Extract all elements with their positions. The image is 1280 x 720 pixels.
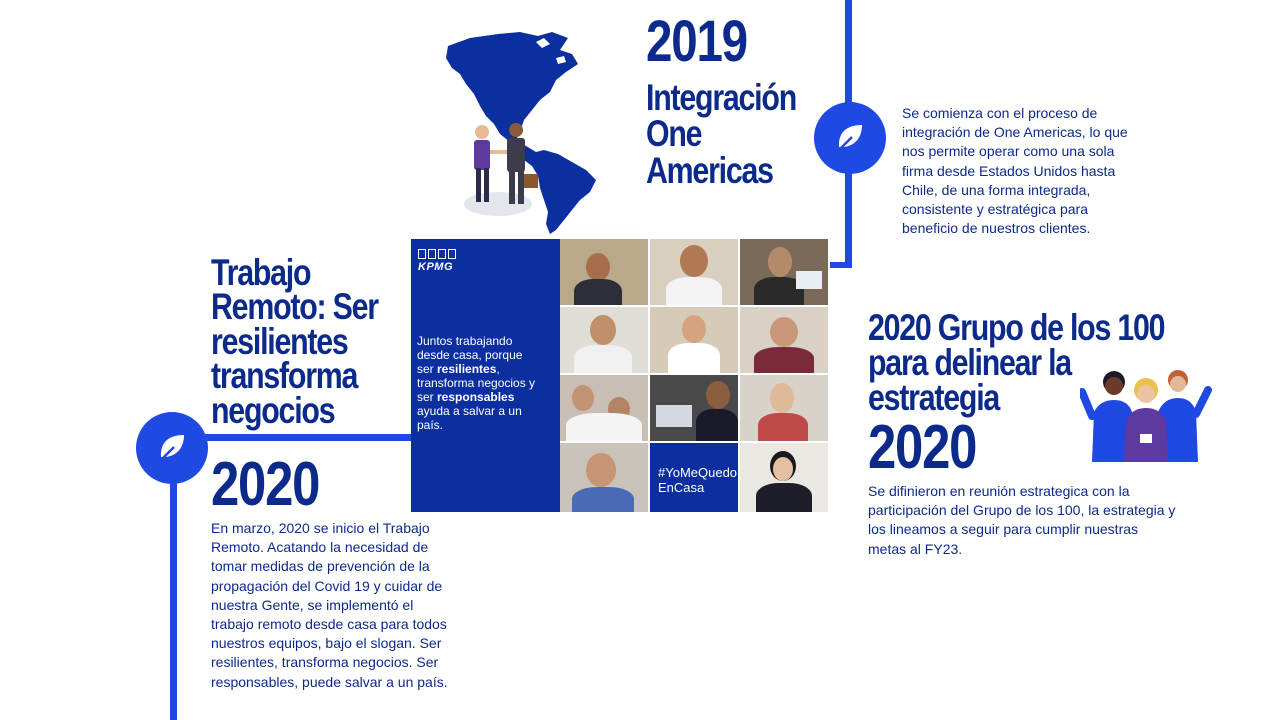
participant-tile [560,375,648,441]
hashtag-tile [650,443,738,512]
text-line: propagación del Covid 19 y cuidar de [211,577,443,594]
text-line: trabajo remoto desde casa para todos [211,616,447,633]
text-line: resilientes, transforma negocios. Ser [211,654,439,671]
participant-tile [650,239,738,305]
text-line: nuestra Gente, se implementó el [211,596,414,613]
title-line: resilientes [211,320,348,362]
video-call-photo-panel [411,239,830,512]
text-line: responsables, puede salvar a un país. [211,673,448,690]
kpmg-logo-text: KPMG [418,261,453,273]
participant-tile [560,443,648,512]
video-caption [417,334,537,432]
hashtag-line: EnCasa [658,480,705,495]
year-2019-heading: 2019 [646,9,747,74]
text-line: Chile, de una forma integrada, [902,181,1091,198]
title-line: para delinear la [868,342,1071,384]
video-call-grid [560,239,830,512]
participant-tile [740,443,828,512]
integration-title [646,77,796,191]
participant-tile [740,239,828,305]
text-line: consistente y estratégica para [902,201,1088,218]
title-line: estrategia [868,377,1000,419]
timeline-line-top-horizontal [830,262,852,268]
participant-tile [560,239,648,305]
text-line: los lineamos a seguir para cumplir nuestras [868,521,1139,538]
participant-tile [740,375,828,441]
caption-text: Juntos trabajando desde casa, porque ser [417,334,523,376]
hashtag-line: #YoMeQuedo [658,465,738,480]
participant-tile [650,307,738,373]
text-line: firma desde Estados Unidos hasta [902,162,1116,179]
caption-text: , transforma negocios y ser [417,362,536,404]
kpmg-caption-block [411,239,557,512]
text-line: metas al FY23. [868,540,963,557]
title-line: Americas [646,149,773,191]
timeline-line-left-horizontal [180,434,412,441]
text-line: En marzo, 2020 se inicio el Trabajo [211,520,430,536]
title-line: Integración [646,77,796,118]
caption-text: ayuda a salvar a un país. [417,404,522,432]
text-line: Se comienza con el proceso de [902,105,1098,121]
title-line: 2020 Grupo de los 100 [868,307,1165,348]
title-line: Remoto: Ser [211,286,378,328]
text-line: beneficio de nuestros clientes. [902,220,1091,237]
text-line: nuestros equipos, bajo el slogan. Ser [211,635,442,652]
title-line: One [646,113,702,155]
integration-description [902,104,1128,238]
caption-bold: resilientes [437,362,497,376]
participant-tile [560,307,648,373]
year-2020-group-heading: 2020 [868,413,977,482]
participant-tile [650,375,738,441]
title-line: Trabajo [211,252,311,293]
kpmg-logo [418,249,456,273]
text-line: nos permite operar como una sola [902,143,1115,160]
title-line: transforma [211,355,358,397]
group-100-description [868,482,1175,559]
text-line: tomar medidas de prevención de la [211,558,430,575]
year-2020-heading: 2020 [211,450,320,519]
text-line: integración de One Americas, lo que [902,124,1128,141]
americas-map-illustration [440,28,610,238]
title-line: negocios [211,389,335,431]
remote-work-description [211,519,448,692]
participant-tile [740,307,828,373]
hashtag-text [658,465,737,495]
remote-work-title [211,252,378,431]
team-illustration [1080,362,1212,462]
text-line: Remoto. Acatando la necesidad de [211,539,429,556]
caption-bold: responsables [437,390,515,404]
text-line: participación del Grupo de los 100, la estrategia y [868,502,1176,519]
leaf-icon [814,102,886,174]
leaf-icon [136,412,208,484]
text-line: Se difinieron en reunión estrategica con la [868,483,1130,499]
